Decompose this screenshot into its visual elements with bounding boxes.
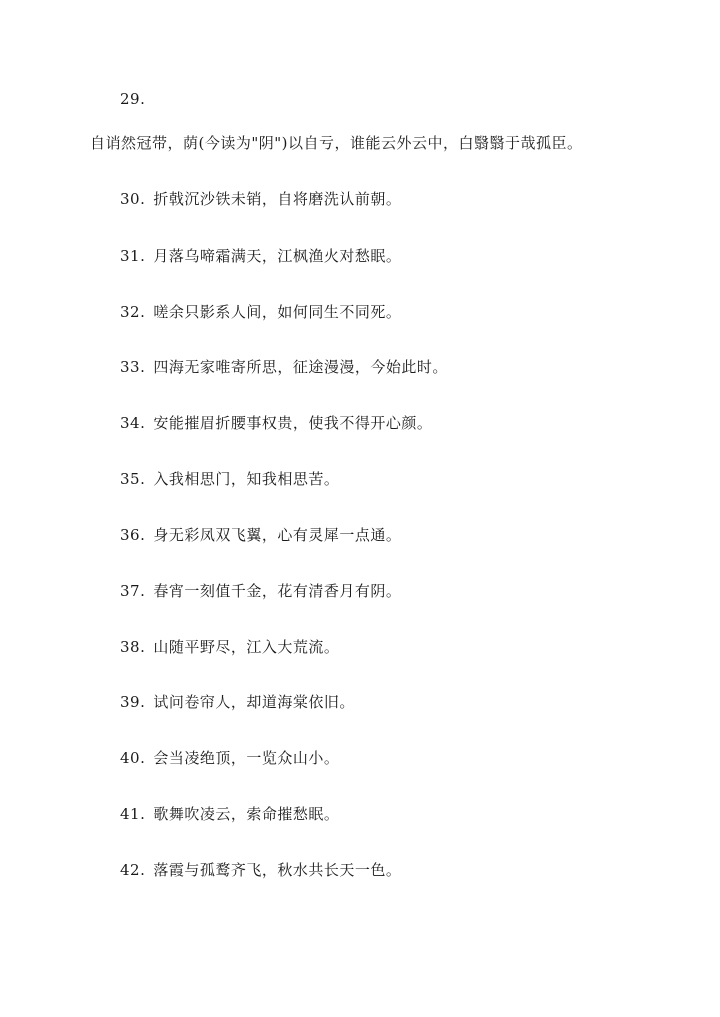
item-text: 折戟沉沙铁未销，自将磨洗认前朝。 <box>153 190 402 208</box>
item-text: 入我相思门，知我相思苦。 <box>153 470 340 488</box>
item-number: 35. <box>120 470 146 488</box>
item-number: 37. <box>120 582 146 600</box>
item-number: 39. <box>120 693 146 711</box>
item-text: 落霞与孤鹜齐飞，秋水共长天一色。 <box>153 861 402 879</box>
item-text: 会当凌绝顶，一览众山小。 <box>153 749 340 767</box>
item-text: 月落乌啼霜满天，江枫渔火对愁眠。 <box>153 247 402 265</box>
item-number-29: 29. <box>120 90 146 108</box>
item-text: 春宵一刻值千金，花有清香月有阴。 <box>153 582 402 600</box>
item-number: 38. <box>120 638 146 656</box>
list-item <box>120 469 339 489</box>
item-number: 34. <box>120 414 146 432</box>
list-item <box>120 637 339 657</box>
item-number: 30. <box>120 190 146 208</box>
item-number: 42. <box>120 861 146 879</box>
item-text: 安能摧眉折腰事权贵，使我不得开心颜。 <box>153 414 433 432</box>
list-item <box>120 189 401 209</box>
list-item <box>120 246 401 266</box>
item-text: 嗟余只影系人间，如何同生不同死。 <box>153 303 402 321</box>
list-item <box>120 692 355 712</box>
list-item <box>120 357 448 377</box>
item-number: 32. <box>120 303 146 321</box>
item-text: 歌舞吹凌云，索命摧愁眠。 <box>153 805 340 823</box>
item-number: 33. <box>120 358 146 376</box>
item-number: 31. <box>120 247 146 265</box>
item-text: 四海无家唯寄所思，征途漫漫，今始此时。 <box>153 358 448 376</box>
list-item <box>120 302 401 322</box>
item-text: 身无彩凤双飞翼，心有灵犀一点通。 <box>153 526 402 544</box>
item-text: 山随平野尽，江入大荒流。 <box>153 638 340 656</box>
list-item <box>120 413 432 433</box>
item-number: 41. <box>120 805 146 823</box>
list-item <box>120 804 339 824</box>
paragraph-text: 自诮然冠带，荫(今读为"阴")以自亏，谁能云外云中，白翳翳于哉孤臣。 <box>90 134 583 152</box>
list-item <box>120 581 401 601</box>
item-text: 试问卷帘人，却道海棠依旧。 <box>153 693 355 711</box>
list-item <box>120 525 401 545</box>
list-item <box>120 748 339 768</box>
item-number: 36. <box>120 526 146 544</box>
list-item <box>120 860 401 880</box>
item-number: 40. <box>120 749 146 767</box>
